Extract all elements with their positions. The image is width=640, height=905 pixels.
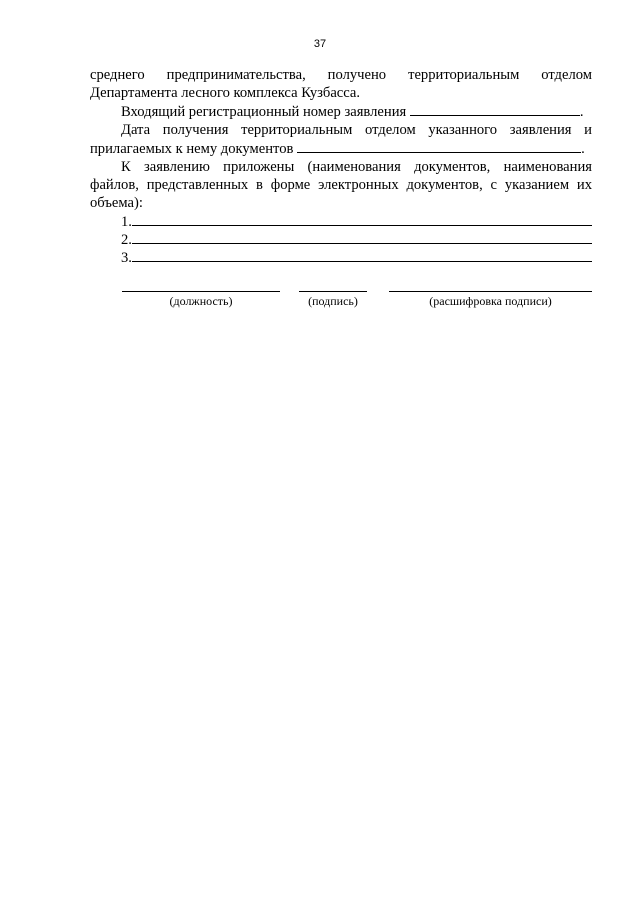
attachment-number: 3. xyxy=(121,250,132,266)
registration-number-field[interactable] xyxy=(410,102,580,116)
paragraph-receipt-date xyxy=(90,121,592,158)
signature-decoding-line[interactable] xyxy=(389,290,592,292)
signature-block xyxy=(122,290,592,320)
attachment-field-1[interactable] xyxy=(132,212,592,226)
attachment-number: 2. xyxy=(121,232,132,248)
registration-number-end: . xyxy=(579,104,584,120)
paragraph-registration-number xyxy=(90,102,592,121)
receipt-date-end: . xyxy=(581,141,585,157)
attachment-row-1 xyxy=(90,212,592,230)
signature-position-line[interactable] xyxy=(122,290,280,292)
document-body xyxy=(90,66,592,266)
signature-position-caption: (должность) xyxy=(169,294,233,308)
receipt-date-label: Дата получения территориальным отделом указанного заявления и прилагаемых к нему документов xyxy=(90,122,592,157)
paragraph-attachments: К заявлению приложены (наименования документов, наименования файлов, представленных в форме электронных документов, с указанием их объема): xyxy=(90,159,592,211)
paragraph-intro: среднего предпринимательства, получено территориальным отделом Департамента лесного комплекса Кузбасса. xyxy=(90,67,592,101)
attachment-number: 1. xyxy=(121,214,132,230)
signature-sign-line[interactable] xyxy=(299,290,367,292)
page-number: 37 xyxy=(313,38,327,50)
registration-number-label: Входящий регистрационный номер заявления xyxy=(121,104,407,120)
signature-decoding-caption: (расшифровка подписи) xyxy=(429,294,552,308)
signature-position-column xyxy=(122,290,280,308)
signature-decoding-column xyxy=(389,290,592,308)
signature-sign-column xyxy=(299,290,367,308)
attachment-field-3[interactable] xyxy=(132,248,592,262)
attachment-row-2 xyxy=(90,230,592,248)
attachment-row-3 xyxy=(90,248,592,266)
receipt-date-field[interactable] xyxy=(297,139,581,153)
signature-sign-caption: (подпись) xyxy=(308,294,358,308)
attachment-field-2[interactable] xyxy=(132,230,592,244)
